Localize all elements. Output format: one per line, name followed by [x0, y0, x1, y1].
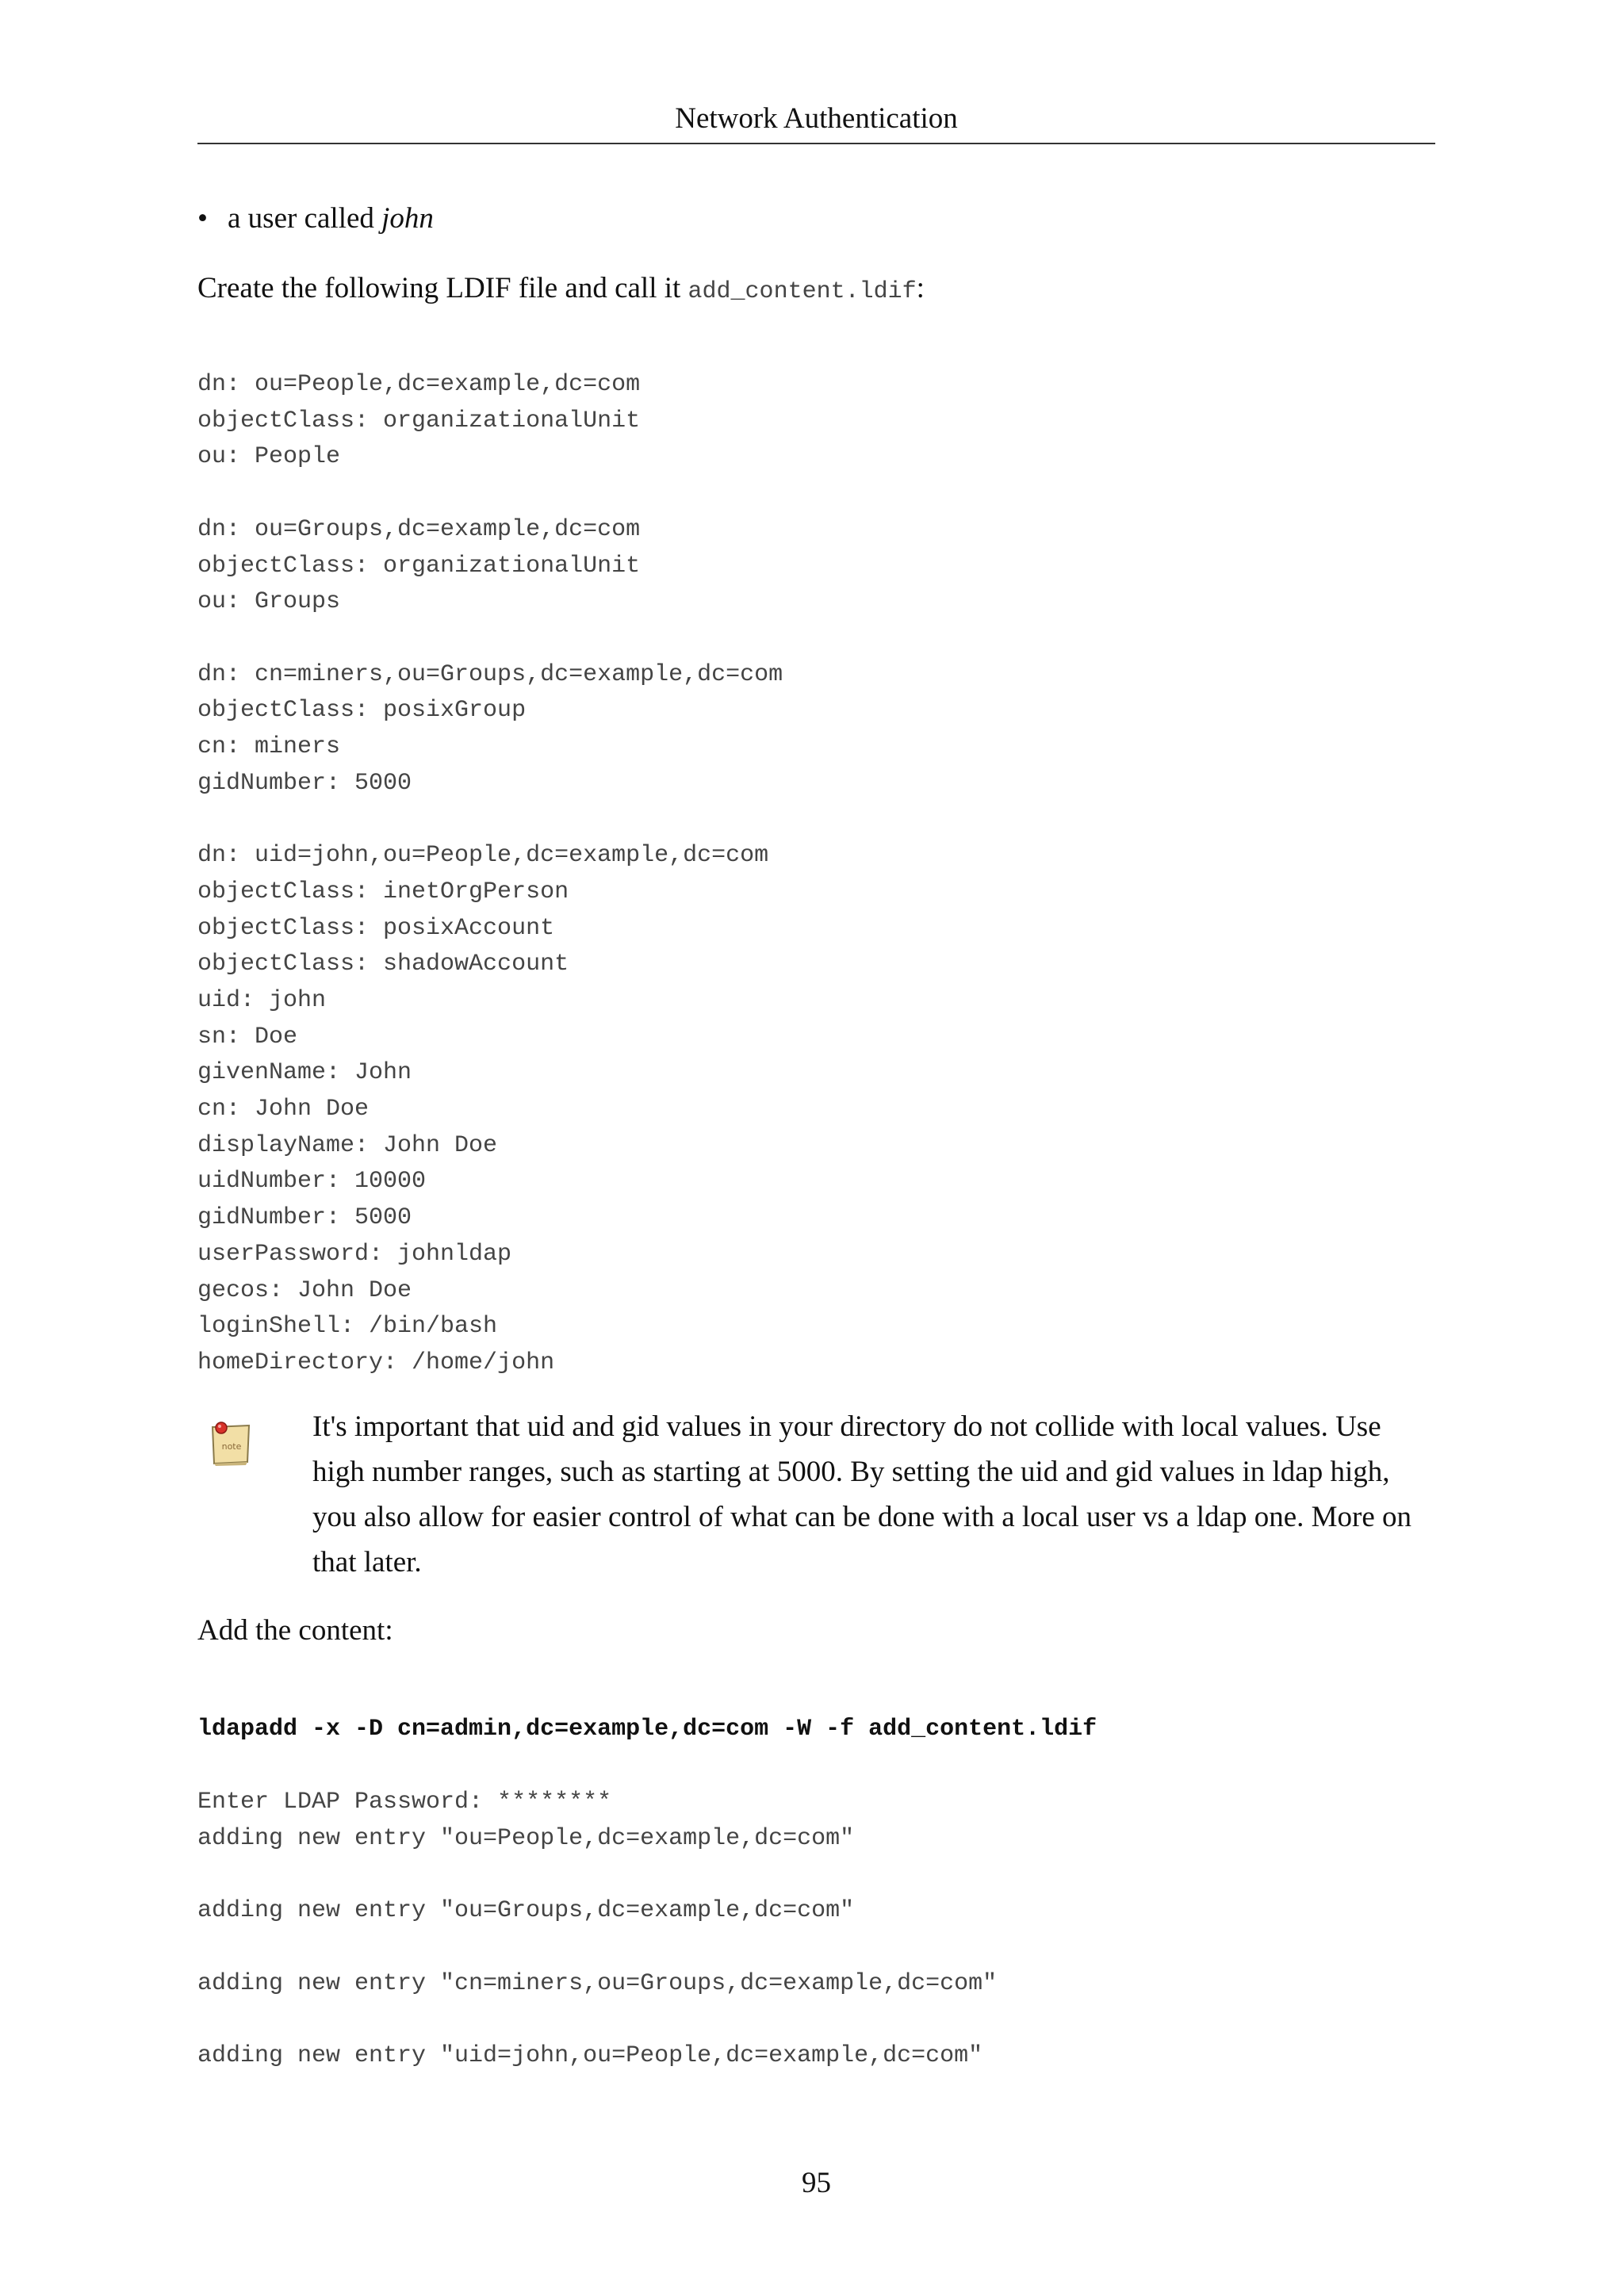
- bullet-text: a user called: [228, 202, 382, 235]
- page-number: 95: [802, 2167, 831, 2199]
- ldif-code-block: dn: ou=People,dc=example,dc=com objectClass: organizationalUnit ou: People dn: ou=Groups,dc=example,dc=com objectClass: organizationalUnit ou: Groups dn: cn=miners,ou=Groups,dc=example,dc=com objectClass: posixGroup cn: miners gidNumber: 5000 dn: uid=john,ou=People,dc=example,dc=com objectClass: inetOrgPerson objectClass: posixAccount objectClass: shadowAccount uid: john sn: Doe givenName: John cn: John Doe displayName: John Doe uidNumber: 10000 gidNumber: 5000 userPassword: johnldap gecos: John Doe loginShell: /bin/bash homeDirectory: /home/john: [197, 371, 783, 1376]
- bullet-username: john: [381, 202, 434, 235]
- intro-colon: :: [916, 272, 925, 304]
- bullet-item: [197, 197, 434, 241]
- note-text: It's important that uid and gid values in your directory do not collide with local values. Use high number ranges, such as starting at 5000. By setting the uid and gid values in ldap high, you also allow for easier control of what can be done with a local user vs a ldap one. More on that later.: [312, 1410, 1412, 1578]
- intro-paragraph: [197, 266, 925, 314]
- ldapadd-command: ldapadd -x -D cn=admin,dc=example,dc=com -W -f add_content.ldif: [197, 1716, 1097, 1743]
- ldapadd-output: Enter LDAP Password: ******** adding new entry "ou=People,dc=example,dc=com" adding new entry "ou=Groups,dc=example,dc=com" adding new entry "cn=miners,ou=Groups,dc=example,dc=com" adding new entry "uid=john,ou=People,dc=example,dc=com": [197, 1789, 998, 2069]
- bullet-dot-icon: •: [197, 202, 208, 235]
- note-icon-label: note: [221, 1441, 242, 1452]
- header-rule: [197, 143, 1435, 144]
- add-content-paragraph: Add the content:: [197, 1614, 393, 1647]
- note-icon: [208, 1421, 252, 1467]
- running-header: Network Authentication: [675, 102, 958, 135]
- intro-filename: add_content.ldif: [688, 278, 917, 305]
- intro-text: Create the following LDIF file and call it: [197, 272, 688, 304]
